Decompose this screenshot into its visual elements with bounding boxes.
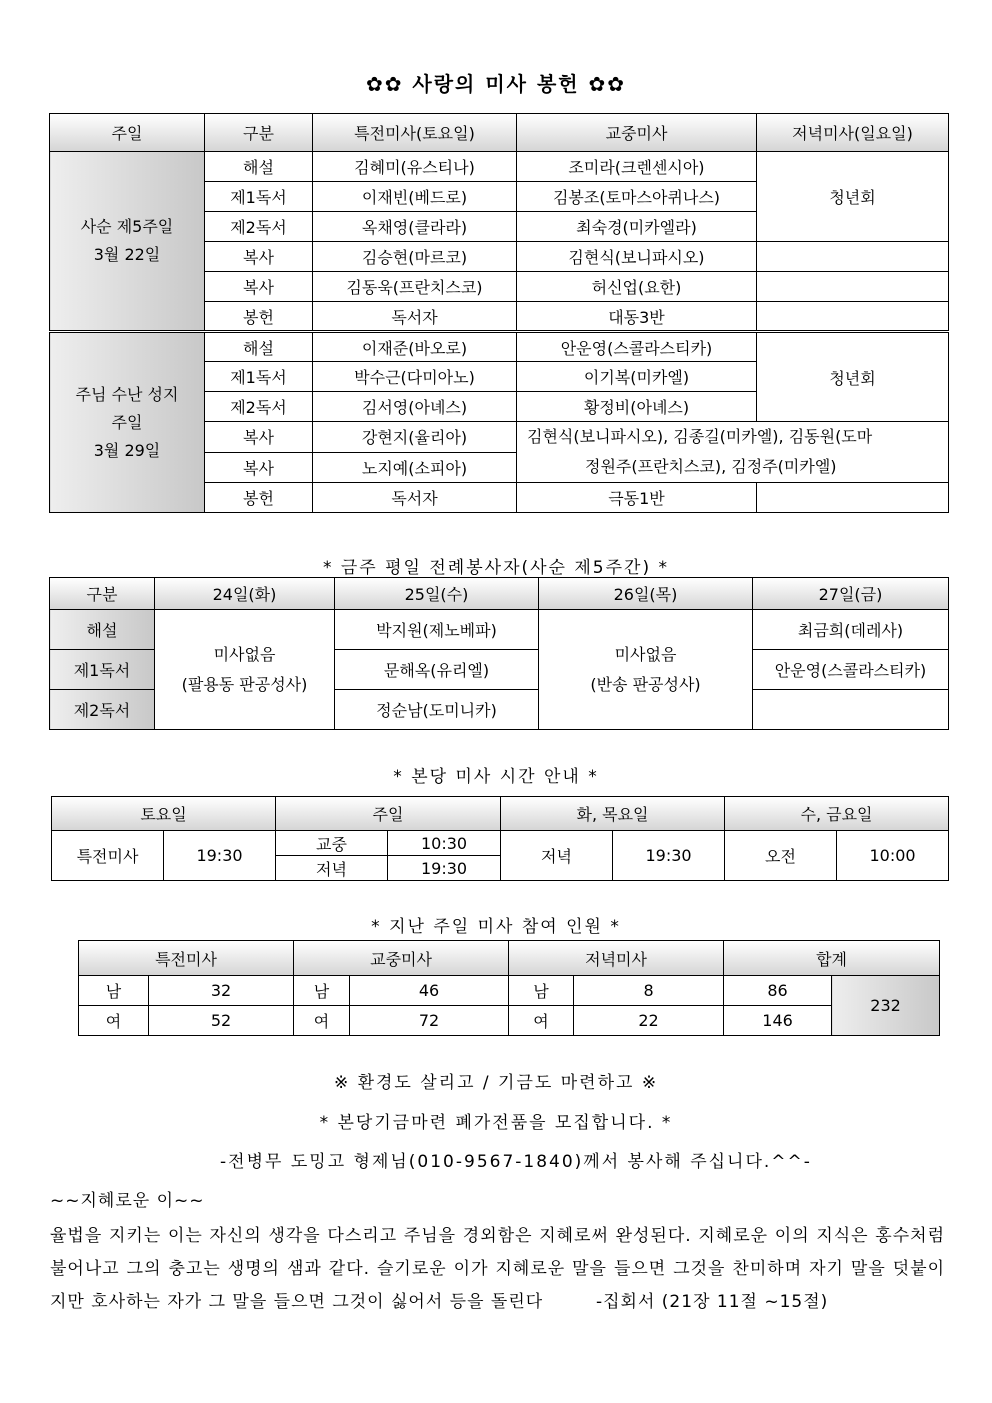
role-label: 제1독서 <box>50 650 155 690</box>
male-label: 남 <box>294 976 350 1006</box>
table-cell: 극동1반 <box>517 483 757 513</box>
table-cell: 박수근(다미아노) <box>313 362 517 392</box>
table-cell-empty <box>757 302 949 332</box>
wisdom-source: -집회서 (21장 11절 ~15절) <box>596 1292 829 1312</box>
schedule-title: * 본당 미사 시간 안내 * <box>393 767 599 787</box>
table-row-role: 복사 <box>205 242 313 272</box>
table-row-role: 해설 <box>205 152 313 182</box>
role-label: 해설 <box>50 610 155 650</box>
wisdom-paragraph <box>50 1220 945 1319</box>
table-cell: 강현지(율리아) <box>313 422 517 453</box>
table-cell: 김혜미(유스티나) <box>313 152 517 182</box>
header-main: 교중미사 <box>294 941 509 976</box>
table-row-role: 봉헌 <box>205 483 313 513</box>
table-row-role: 제2독서 <box>205 392 313 422</box>
eve-male: 8 <box>574 976 724 1006</box>
mass-table <box>49 113 949 513</box>
tt-time: 19:30 <box>613 831 725 881</box>
wisdom-text: 율법을 지키는 이는 자신의 생각을 다스리고 주님을 경외함은 지혜로써 완성된다. 지혜로운 이의 지식은 홍수처럼 불어나고 그의 충고는 생명의 샘과 같다. 슬기로운 이가 지혜로운 말을 들으면 그것을 찬미하며 자기 말을 덧붙이지만 호사하는 자가 그 말을 들으면 그것이 싫어서 등을 돌린다 <box>50 1226 945 1312</box>
total-male: 86 <box>724 976 832 1006</box>
header-total: 합계 <box>724 941 940 976</box>
header-role: 구분 <box>205 114 313 152</box>
notice-line2: * 본당기금마련 폐가전품을 모집합니다. * <box>319 1113 673 1133</box>
header-saturday: 특전미사(토요일) <box>313 114 517 152</box>
fri-cell: 안운영(스콜라스티카) <box>753 650 949 690</box>
notice-line3: -전병무 도밍고 형제님(010-9567-1840)께서 봉사해 주십니다.^^- <box>220 1152 812 1172</box>
week2-date-cell <box>50 332 205 513</box>
header-tue: 24일(화) <box>155 578 335 610</box>
wed-cell: 박지원(제노베파) <box>335 610 539 650</box>
wed-cell: 정순남(도미니카) <box>335 690 539 730</box>
week2-date-line3: 3월 29일 <box>93 440 161 460</box>
thu-line2: (반송 판공성사) <box>590 674 701 694</box>
header-fri: 27일(금) <box>753 578 949 610</box>
header-thu: 26일(목) <box>539 578 753 610</box>
table-cell: 옥채영(클라라) <box>313 212 517 242</box>
female-label: 여 <box>294 1006 350 1036</box>
sun-eve-time: 19:30 <box>388 856 501 881</box>
male-label: 남 <box>509 976 574 1006</box>
table-cell: 독서자 <box>313 302 517 332</box>
table-row-role: 제1독서 <box>205 182 313 212</box>
table-cell: 대동3반 <box>517 302 757 332</box>
eve-female: 22 <box>574 1006 724 1036</box>
table-cell: 이재빈(베드로) <box>313 182 517 212</box>
table-cell: 김동욱(프란치스코) <box>313 272 517 302</box>
table-row-role: 복사 <box>205 422 313 453</box>
sun-main-label: 교중 <box>276 831 388 856</box>
fri-cell: 최금희(데레사) <box>753 610 949 650</box>
table-cell: 조미라(크렌센시아) <box>517 152 757 182</box>
week1-date-line2: 3월 22일 <box>93 245 161 264</box>
role-label: 제2독서 <box>50 690 155 730</box>
wf-label: 오전 <box>725 831 837 881</box>
tue-line2: (팔용동 판공성사) <box>181 674 308 694</box>
attendance-table <box>78 940 940 1036</box>
header-sunday: 주일 <box>276 797 501 831</box>
table-row-role: 복사 <box>205 272 313 302</box>
week2-date-line1: 주님 수난 성지 <box>75 384 179 404</box>
table-row-role: 봉헌 <box>205 302 313 332</box>
table-cell: 허신업(요한) <box>517 272 757 302</box>
female-label: 여 <box>509 1006 574 1036</box>
wed-cell: 문해옥(유리엘) <box>335 650 539 690</box>
sat-time: 19:30 <box>164 831 276 881</box>
attendance-title: * 지난 주일 미사 참여 인원 * <box>371 917 621 937</box>
header-evening: 저녁미사(일요일) <box>757 114 949 152</box>
wisdom-heading: ~~지혜로운 이~~ <box>50 1191 205 1211</box>
tue-line1: 미사없음 <box>213 644 276 664</box>
table-cell: 이재준(바오로) <box>313 332 517 362</box>
week1-evening: 청년회 <box>757 152 949 242</box>
header-saturday: 토요일 <box>52 797 276 831</box>
week2-altar-servers <box>517 422 949 483</box>
table-cell-empty <box>757 242 949 272</box>
week2-evening: 청년회 <box>757 332 949 422</box>
main-male: 46 <box>350 976 509 1006</box>
table-cell: 이기복(미카엘) <box>517 362 757 392</box>
thu-cell <box>539 610 753 730</box>
notice-line1: ※ 환경도 살리고 / 기금도 마련하고 ※ <box>333 1073 659 1093</box>
thu-line1: 미사없음 <box>614 644 677 664</box>
table-row-role: 해설 <box>205 332 313 362</box>
table-cell: 김서영(아녜스) <box>313 392 517 422</box>
wf-time: 10:00 <box>837 831 949 881</box>
main-female: 72 <box>350 1006 509 1036</box>
table-cell: 노지예(소피아) <box>313 452 517 483</box>
header-wed: 25일(수) <box>335 578 539 610</box>
table-cell-empty <box>757 483 949 513</box>
header-wed-fri: 수, 금요일 <box>725 797 949 831</box>
header-sunday: 주일 <box>50 114 205 152</box>
week2-date-line2: 주일 <box>111 412 143 432</box>
header-main-mass: 교중미사 <box>517 114 757 152</box>
sat-male: 32 <box>149 976 294 1006</box>
table-cell: 김봉조(토마스아퀴나스) <box>517 182 757 212</box>
sat-label: 특전미사 <box>52 831 164 881</box>
header-saturday: 특전미사 <box>79 941 294 976</box>
week1-date-cell <box>50 152 205 332</box>
table-cell-empty <box>757 272 949 302</box>
fri-cell <box>753 690 949 730</box>
header-role: 구분 <box>50 578 155 610</box>
schedule-table <box>51 796 949 881</box>
table-row-role: 제1독서 <box>205 362 313 392</box>
table-cell: 김승현(마르코) <box>313 242 517 272</box>
altar-line2: 정원주(프란치스코), 김정주(미카엘) <box>585 457 837 476</box>
table-cell: 황정비(아녜스) <box>517 392 757 422</box>
male-label: 남 <box>79 976 149 1006</box>
table-row-role: 제2독서 <box>205 212 313 242</box>
total-female: 146 <box>724 1006 832 1036</box>
weekday-title: * 금주 평일 전례봉사자(사순 제5주간) * <box>322 558 669 578</box>
table-row-role: 복사 <box>205 452 313 483</box>
altar-line1: 김현식(보니파시오), 김종길(미카엘), 김동원(도마 <box>527 427 873 446</box>
grand-total: 232 <box>832 976 940 1036</box>
page-title: ✿✿ 사랑의 미사 봉헌 ✿✿ <box>365 72 627 96</box>
tue-cell <box>155 610 335 730</box>
table-cell: 최숙경(미카엘라) <box>517 212 757 242</box>
sun-main-time: 10:30 <box>388 831 501 856</box>
header-tue-thu: 화, 목요일 <box>501 797 725 831</box>
week1-date-line1: 사순 제5주일 <box>80 217 174 236</box>
table-cell: 독서자 <box>313 483 517 513</box>
table-cell: 안운영(스콜라스티카) <box>517 332 757 362</box>
sun-eve-label: 저녁 <box>276 856 388 881</box>
table-cell: 김현식(보니파시오) <box>517 242 757 272</box>
sat-female: 52 <box>149 1006 294 1036</box>
tt-label: 저녁 <box>501 831 613 881</box>
female-label: 여 <box>79 1006 149 1036</box>
header-evening: 저녁미사 <box>509 941 724 976</box>
weekday-table <box>49 577 949 730</box>
